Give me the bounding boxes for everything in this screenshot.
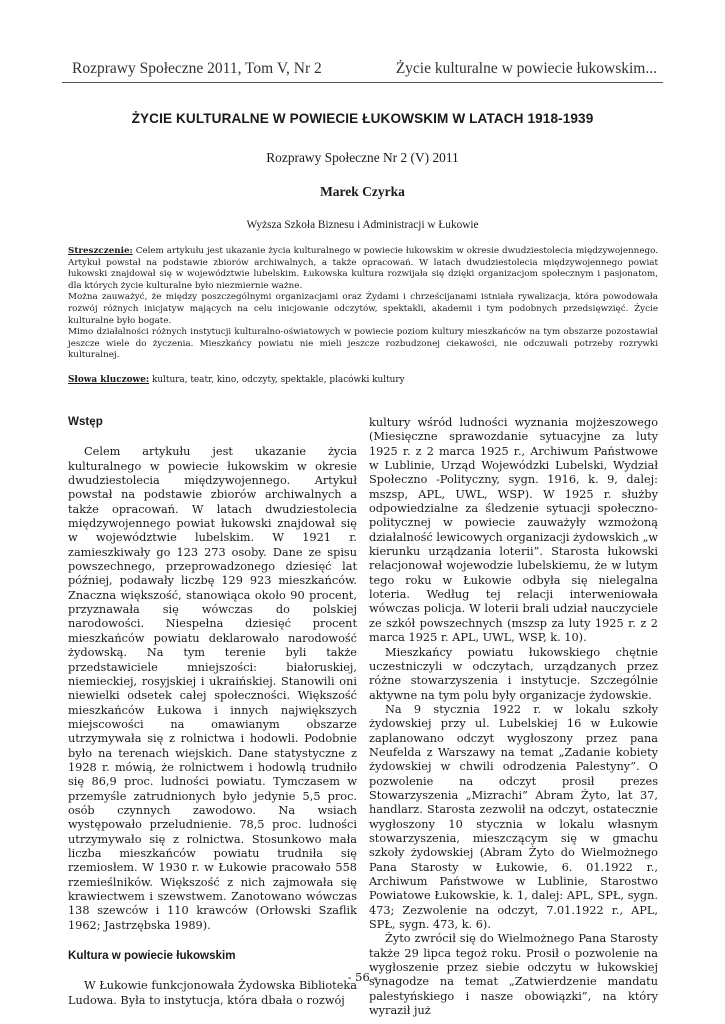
keywords-text: kultura, teatr, kino, odczyty, spektakle, placówki kultury [149, 375, 405, 385]
abstract [68, 246, 658, 362]
right-paragraph-1: Mieszkańcy powiatu łukowskiego chętnie uczestniczyli w odczytach, urządzanych przez różne stowarzyszenia i instytucje. Szczególnie aktywne na tym polu były organizacje żydowskie. [369, 645, 658, 702]
abstract-paragraph-2: Można zauważyć, że między poszczególnymi organizacjami oraz Żydami i chrześcijanami istniała rywalizacja, która powodowała rozwój różnych inicjatyw mających na celu inicjowanie odczytów, spektakli, akademii i tym podobnych przedsięwzięć. Życie kulturalne było bogate. [68, 292, 658, 326]
keywords-label: Słowa kluczowe: [68, 375, 150, 385]
section-heading-intro: Wstęp [68, 415, 103, 428]
journal-line: Rozprawy Społeczne Nr 2 (V) 2011 [266, 150, 459, 165]
author-affiliation: Wyższa Szkoła Biznesu i Administracji w Łukowie [246, 219, 479, 231]
intro-paragraph: Celem artykułu jest ukazanie życia kulturalnego w powiecie łukowskim w okresie dwudziestolecia międzywojennego. Artykuł powstał na podstawie zbiorów archiwalnych a także opracowań. W latach dwudziestolecia międzywojennego powiat łukowski znajdował się w województwie lubelskim. W 1921 r. zamieszkiwały go 123 273 osoby. Dane ze spisu powszechnego, przeprowadzonego dziesięć lat później, podawały liczbę 129 923 mieszkańców. Znaczna większość, stanowiąca około 90 procent, przyznawała się wówczas do polskiej narodowości. Niespełna dziesięć procent mieszkańców powiatu deklarowało narodowość żydowską. Na tym terenie byli także przedstawiciele mniejszości: białoruskiej, niemieckiej, rosyjskiej i ukraińskiej. Stanowili oni niewielki odsetek całej społeczności. Większość mieszkańców Łukowa i innych największych miejscowości na omawianym obszarze utrzymywała się z rolnictwa i hodowli. Podobnie było na terenach wiejskich. Dane statystyczne z 1928 r. mówią, że rolnictwem i hodowlą trudniło się 86,9 proc. ludności powiatu. Tymczasem w przemyśle zatrudnionych było jedynie 5,5 proc. osób czynnych zawodowo. Na wsiach występowało przeludnienie. 78,5 proc. ludności utrzymywało się z rolnictwa. Stosunkowo mała liczba mieszkańców powiatu trudniła się rzemiosłem. W 1930 r. w Łukowie pracowało 558 rzemieślników. Większość z nich zajmowała się krawiectwem i szewstwem. Zanotowano wówczas 138 szewców i 110 krawców (Orłowski Szaflik 1962; Jastrzębska 1989). [68, 445, 357, 932]
section-heading-culture: Kultura w powiecie łukowskim [68, 949, 236, 963]
header-divider [62, 82, 663, 83]
author-name: Marek Czyrka [320, 184, 405, 199]
abstract-paragraph-3: Mimo działalności różnych instytucji kulturalno-oświatowych w powiecie poziom kultury mieszkańców na tym obszarze pozostawiał jeszcze wiele do życzenia. Mieszkańcy powiatu nie mieli jeszcze rozbudzonej ciekawości, nie odczuwali potrzeby rozrywki kulturalnej. [68, 327, 658, 361]
right-paragraph-3: Żyto zwrócił się do Wielmożnego Pana Starosty także 29 lipca tegoż roku. Prosił o pozwolenie na wygłoszenie przez siebie odczytu w łukowskiej synagodze na temat „Zatwierdzenie mandatu palestyńskiego i nasze obowiązki”, na który wyraził już [369, 932, 658, 1018]
keywords [68, 375, 658, 385]
page-number: - 56 - [347, 970, 378, 984]
article-title: ŻYCIE KULTURALNE W POWIECIE ŁUKOWSKIM W LATACH 1918-1939 [131, 111, 594, 126]
abstract-text-1: Celem artykułu jest ukazanie życia kulturalnego w powiecie łukowskim w okresie dwudziestolecia międzywojennego. Artykuł powstał na podstawie zbiorów archiwalnych, a także opracowań. W latach dwudziestolecia międzywojennego powiat łukowski znajdował się w województwie lubelskim. Łukowska kultura rozwijała się dzięki organizacjom społecznym i pasjonatom, dla których życie kulturalne było niezmiernie ważne. [68, 246, 658, 291]
running-header-right: Życie kulturalne w powiecie łukowskim... [395, 60, 657, 77]
right-paragraph-2: Na 9 stycznia 1922 r. w lokalu szkoły żydowskiej przy ul. Lubelskiej 16 w Łukowie zaplanowano odczyt wygłoszony przez pana Neufelda z Warszawy na temat „Zadanie kobiety żydowskiej w chwili odrodzenia Palestyny”. O pozwolenie na odczyt prosił prezes Stowarzyszenia „Mizrachi” Abram Żyto, lat 37, handlarz. Starosta zezwolił na odczyt, ostatecznie wygłoszony 10 stycznia w lokalu własnym stowarzyszenia, mieszczącym się w gmachu szkoły żydowskiej (Abram Żyto do Wielmożnego Pana Starosty w Łukowie, 6. 01.1922 r., Archiwum Państwowe w Lublinie, Starostwo Powiatowe Łukowskie, k. 1, dalej: APL, SPŁ, sygn. 473; Zezwolenie na odczyt, 7.01.1922 r., APL, SPŁ, sygn. 473, k. 6). [369, 702, 658, 932]
culture-paragraph-start: W Łukowie funkcjonowała Żydowska Biblioteka Ludowa. Była to instytucja, która dbała o rozwój [68, 979, 357, 1007]
right-column [369, 416, 658, 1018]
abstract-label: Streszczenie: [68, 246, 133, 256]
left-column [68, 415, 357, 1008]
running-header-left: Rozprawy Społeczne 2011, Tom V, Nr 2 [72, 60, 322, 77]
right-paragraph-continued: kultury wśród ludności wyznania mojżeszowego (Miesięczne sprawozdanie sytuacyjne za luty 1925 r. z 2 marca 1925 r., Archiwum Państwowe w Lublinie, Urząd Wojewódzki Lubelski, Wydział Społeczno -Polityczny, sygn. 1916, k. 9, dalej: mszsp, APL, UWL, WSP). W 1925 r. służby odpowiedzialne za śledzenie sytuacji społeczno-politycznej w powiecie zauważyły wzmożoną działalność lewicowych organizacji żydowskich „w kierunku urządzania loterii”. Starosta łukowski relacjonował wojewodzie lubelskiemu, że w lutym tego roku w Łukowie odbyła się nielegalna loteria. Według tej relacji interweniowała wówczas policja. W loterii brali udział nauczyciele ze szkół powszechnych (mszsp za luty 1925 r. z 2 marca 1925 r. APL, UWL, WSP, k. 10). [369, 416, 658, 645]
abstract-paragraph-1 [68, 246, 658, 292]
